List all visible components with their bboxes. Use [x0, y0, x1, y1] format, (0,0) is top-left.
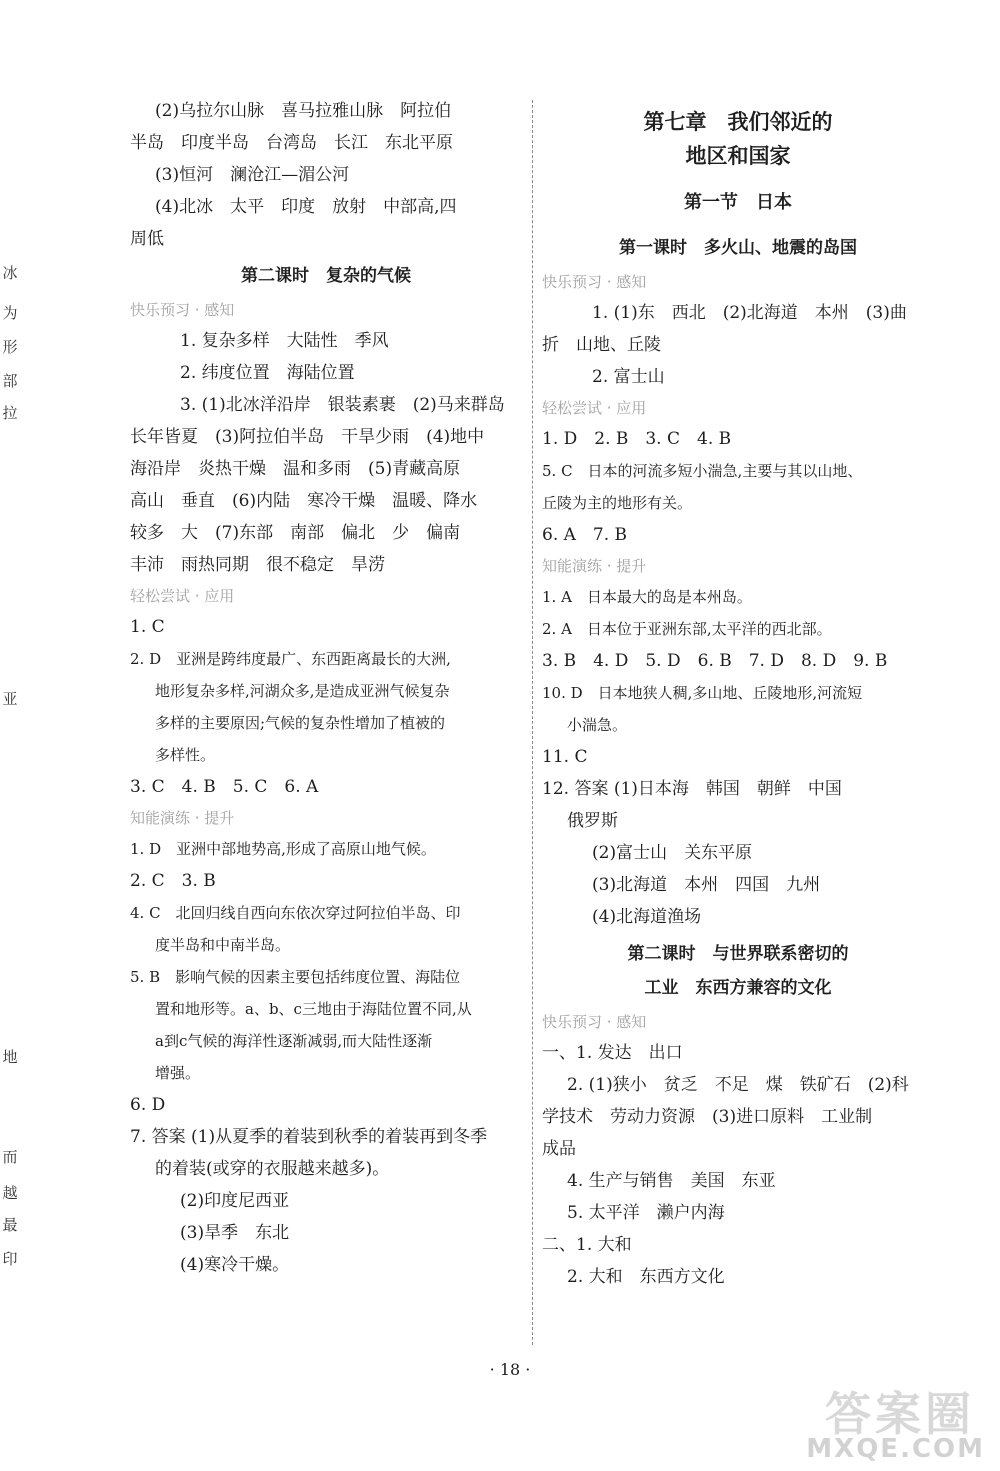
- chapter-title: 地区和国家: [685, 143, 791, 168]
- margin-char: 拉: [2, 404, 18, 422]
- lesson-title: 第二课时 复杂的气候: [241, 266, 411, 286]
- answer-line: (2)乌拉尔山脉 喜马拉雅山脉 阿拉伯: [155, 101, 452, 121]
- answer-line: 丘陵为主的地形有关。: [542, 494, 693, 512]
- answer-line: 2. 纬度位置 海陆位置: [180, 363, 355, 383]
- category-heading: 知能演练 · 提升: [542, 557, 647, 575]
- answer-line: (3)旱季 东北: [180, 1223, 290, 1243]
- category-heading: 轻松尝试 · 应用: [130, 587, 235, 605]
- answer-line: 7. 答案 (1)从夏季的着装到秋季的着装再到冬季: [130, 1127, 488, 1147]
- margin-char: 为: [2, 304, 18, 322]
- margin-char: 部: [2, 372, 18, 390]
- answer-line: 置和地形等。a、b、c三地由于海陆位置不同,从: [155, 1000, 472, 1018]
- category-heading: 快乐预习 · 感知: [542, 1013, 647, 1031]
- category-heading: 轻松尝试 · 应用: [542, 399, 647, 417]
- column-divider: [532, 100, 533, 1345]
- answer-line: 3. C 4. B 5. C 6. A: [130, 777, 319, 797]
- answer-line: 1. C: [130, 617, 165, 637]
- chapter-title: 第七章 我们邻近的: [643, 109, 833, 134]
- category-heading: 快乐预习 · 感知: [542, 273, 647, 291]
- page-number: · 18 ·: [489, 1360, 531, 1379]
- answer-line: 2. 大和 东西方文化: [567, 1267, 725, 1287]
- answer-line: 2. A 日本位于亚洲东部,太平洋的西北部。: [542, 620, 832, 638]
- margin-char: 越: [2, 1184, 18, 1202]
- answer-line: 5. B 影响气候的因素主要包括纬度位置、海陆位: [130, 968, 461, 986]
- lesson-title: 第一课时 多火山、地震的岛国: [619, 238, 857, 258]
- left-column: [130, 95, 522, 1281]
- answer-line: 多样的主要原因;气候的复杂性增加了植被的: [155, 714, 446, 732]
- answer-line: 俄罗斯: [567, 811, 618, 831]
- margin-char: 形: [2, 338, 18, 356]
- margin-char: 而: [2, 1148, 18, 1166]
- answer-line: 12. 答案 (1)日本海 韩国 朝鲜 中国: [542, 779, 842, 799]
- answer-line: 1. (1)东 西北 (2)北海道 本州 (3)曲: [592, 303, 907, 323]
- lesson-title: 工业 东西方兼容的文化: [644, 978, 832, 998]
- answer-line: 11. C: [542, 747, 588, 767]
- answer-line: 6. A 7. B: [542, 525, 628, 545]
- watermark-logo: [770, 1378, 985, 1466]
- answer-line: 1. 复杂多样 大陆性 季风: [180, 331, 389, 351]
- answer-line: 学技术 劳动力资源 (3)进口原料 工业制: [542, 1107, 873, 1127]
- answer-line: 6. D: [130, 1095, 166, 1115]
- answer-line: 高山 垂直 (6)内陆 寒冷干燥 温暖、降水: [130, 491, 478, 511]
- answer-line: 成品: [542, 1139, 576, 1159]
- answer-line: 5. 太平洋 濑户内海: [567, 1203, 725, 1223]
- answer-line: (4)北海道渔场: [592, 907, 702, 927]
- answer-line: 折 山地、丘陵: [542, 335, 661, 355]
- answer-line: 4. C 北回归线自西向东依次穿过阿拉伯半岛、印: [130, 904, 461, 922]
- answer-line: 增强。: [155, 1064, 201, 1082]
- answer-line: 海沿岸 炎热干燥 温和多雨 (5)青藏高原: [130, 459, 461, 479]
- answer-line: 多样性。: [155, 746, 216, 764]
- watermark-url: MXQE.COM: [806, 1434, 985, 1464]
- answer-line: (4)寒冷干燥。: [180, 1255, 290, 1275]
- answer-line: 二、1. 大和: [542, 1235, 632, 1255]
- answer-line: 半岛 印度半岛 台湾岛 长江 东北平原: [130, 133, 453, 153]
- margin-char: 印: [2, 1250, 18, 1268]
- right-column: [542, 95, 934, 1293]
- lesson-title: 第二课时 与世界联系密切的: [627, 944, 849, 964]
- margin-char: 最: [2, 1216, 18, 1234]
- answer-line: 2. (1)狭小 贫乏 不足 煤 铁矿石 (2)科: [567, 1075, 909, 1095]
- answer-line: (3)恒河 澜沧江—湄公河: [155, 165, 350, 185]
- margin-char: 地: [2, 1048, 18, 1066]
- answer-line: a到c气候的海洋性逐渐减弱,而大陆性逐渐: [155, 1032, 433, 1050]
- answer-line: 度半岛和中南半岛。: [155, 936, 291, 954]
- answer-line: 较多 大 (7)东部 南部 偏北 少 偏南: [130, 523, 461, 543]
- answer-line: 5. C 日本的河流多短小湍急,主要与其以山地、: [542, 462, 863, 480]
- answer-line: 2. 富士山: [592, 367, 665, 387]
- answer-line: (3)北海道 本州 四国 九州: [592, 875, 821, 895]
- answer-line: 1. A 日本最大的岛是本州岛。: [542, 588, 752, 606]
- answer-line: 地形复杂多样,河湖众多,是造成亚洲气候复杂: [155, 682, 450, 700]
- answer-line: 2. D 亚洲是跨纬度最广、东西距离最长的大洲,: [130, 650, 451, 668]
- answer-line: 的着装(或穿的衣服越来越多)。: [155, 1159, 390, 1179]
- answer-line: 小湍急。: [567, 716, 628, 734]
- answer-line: (2)印度尼西亚: [180, 1191, 290, 1211]
- answer-line: (2)富士山 关东平原: [592, 843, 753, 863]
- watermark-text: 答案圈: [825, 1387, 975, 1441]
- margin-char: 亚: [2, 690, 18, 708]
- answer-line: 丰沛 雨热同期 很不稳定 旱涝: [130, 555, 385, 575]
- answer-line: 周低: [130, 229, 164, 249]
- category-heading: 知能演练 · 提升: [130, 809, 235, 827]
- answer-line: 2. C 3. B: [130, 871, 216, 891]
- answer-line: 1. D 亚洲中部地势高,形成了高原山地气候。: [130, 840, 436, 858]
- margin-char: 冰: [2, 264, 18, 282]
- answer-line: 长年皆夏 (3)阿拉伯半岛 干旱少雨 (4)地中: [130, 427, 485, 447]
- answer-line: 一、1. 发达 出口: [542, 1043, 683, 1063]
- section-title: 第一节 日本: [684, 192, 792, 213]
- answer-line: (4)北冰 太平 印度 放射 中部高,四: [155, 197, 457, 217]
- answer-line: 1. D 2. B 3. C 4. B: [542, 429, 732, 449]
- answer-line: 10. D 日本地狭人稠,多山地、丘陵地形,河流短: [542, 684, 863, 702]
- answer-line: 4. 生产与销售 美国 东亚: [567, 1171, 776, 1191]
- category-heading: 快乐预习 · 感知: [130, 301, 235, 319]
- answer-line: 3. B 4. D 5. D 6. B 7. D 8. D 9. B: [542, 651, 888, 671]
- answer-line: 3. (1)北冰洋沿岸 银装素裹 (2)马来群岛: [180, 395, 505, 415]
